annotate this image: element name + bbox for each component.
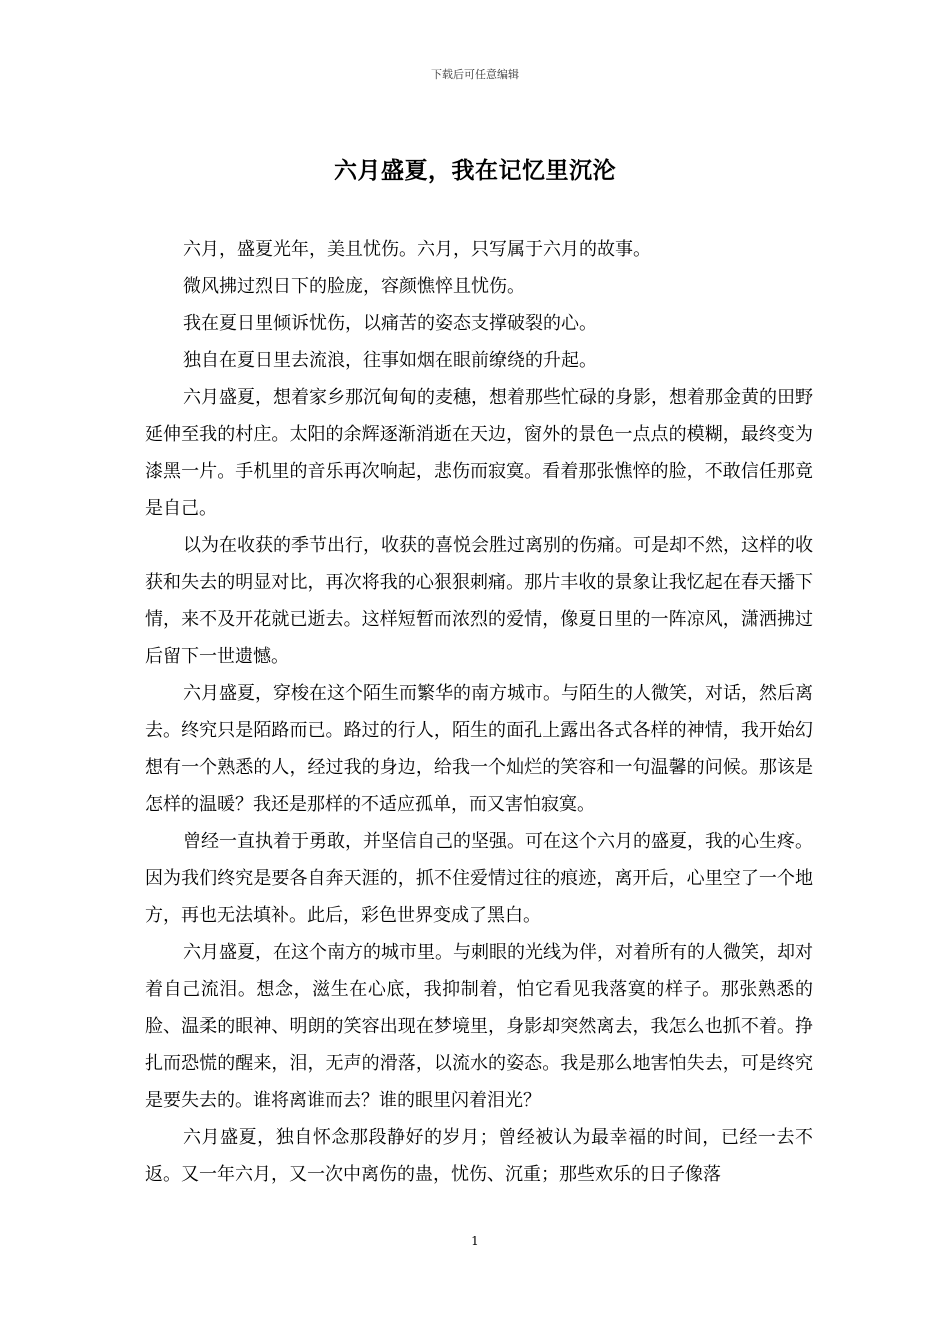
document-title: 六月盛夏，我在记忆里沉沦: [334, 157, 616, 184]
body-paragraph: 曾经一直执着于勇敢，并坚信自己的坚强。可在这个六月的盛夏，我的心生疼。因为我们终究是要各自奔天涯的，抓不住爱情过往的痕迹，离开后，心里空了一个地方，再也无法填补。此后，彩色世界变成了黑白。: [145, 831, 813, 926]
body-paragraph: 六月盛夏，想着家乡那沉甸甸的麦穗，想着那些忙碌的身影，想着那金黄的田野延伸至我的村庄。太阳的余辉逐渐消逝在天边，窗外的景色一点点的模糊，最终变为漆黑一片。手机里的音乐再次响起，悲伤而寂寞。看着那张憔悴的脸，不敢信任那竟是自己。: [145, 387, 813, 519]
body-paragraph: 我在夏日里倾诉忧伤，以痛苦的姿态支撑破裂的心。: [183, 313, 597, 334]
body-paragraph: 六月，盛夏光年，美且忧伤。六月，只写属于六月的故事。: [183, 239, 651, 260]
body-paragraph: 独自在夏日里去流浪，往事如烟在眼前缭绕的升起。: [183, 350, 597, 371]
document-body: [145, 231, 813, 1193]
body-paragraph: 六月盛夏，在这个南方的城市里。与刺眼的光线为伴，对着所有的人微笑，却对着自己流泪。想念，滋生在心底，我抑制着，怕它看见我落寞的样子。那张熟悉的脸、温柔的眼神、明朗的笑容出现在梦境里，身影却突然离去，我怎么也抓不着。挣扎而恐慌的醒来，泪，无声的滑落，以流水的姿态。我是那么地害怕失去，可是终究是要失去的。谁将离谁而去？谁的眼里闪着泪光？: [145, 942, 813, 1111]
page-number: 1: [471, 1234, 479, 1248]
body-paragraph: 六月盛夏，独自怀念那段静好的岁月；曾经被认为最幸福的时间，已经一去不返。又一年六月，又一次中离伤的蛊，忧伤、沉重；那些欢乐的日子像落: [145, 1127, 813, 1185]
body-paragraph: 以为在收获的季节出行，收获的喜悦会胜过离别的伤痛。可是却不然，这样的收获和失去的明显对比，再次将我的心狠狠刺痛。那片丰收的景象让我忆起在春天播下情，来不及开花就已逝去。这样短暂而浓烈的爱情，像夏日里的一阵凉风，潇洒拂过后留下一世遗憾。: [145, 535, 813, 667]
page-header-note: 下载后可任意编辑: [431, 68, 519, 81]
body-paragraph: 六月盛夏，穿梭在这个陌生而繁华的南方城市。与陌生的人微笑，对话，然后离去。终究只是陌路而已。路过的行人，陌生的面孔上露出各式各样的神情，我开始幻想有一个熟悉的人，经过我的身边，给我一个灿烂的笑容和一句温馨的问候。那该是怎样的温暖？我还是那样的不适应孤单，而又害怕寂寞。: [145, 683, 813, 815]
body-paragraph: 微风拂过烈日下的脸庞，容颜憔悴且忧伤。: [183, 276, 525, 297]
